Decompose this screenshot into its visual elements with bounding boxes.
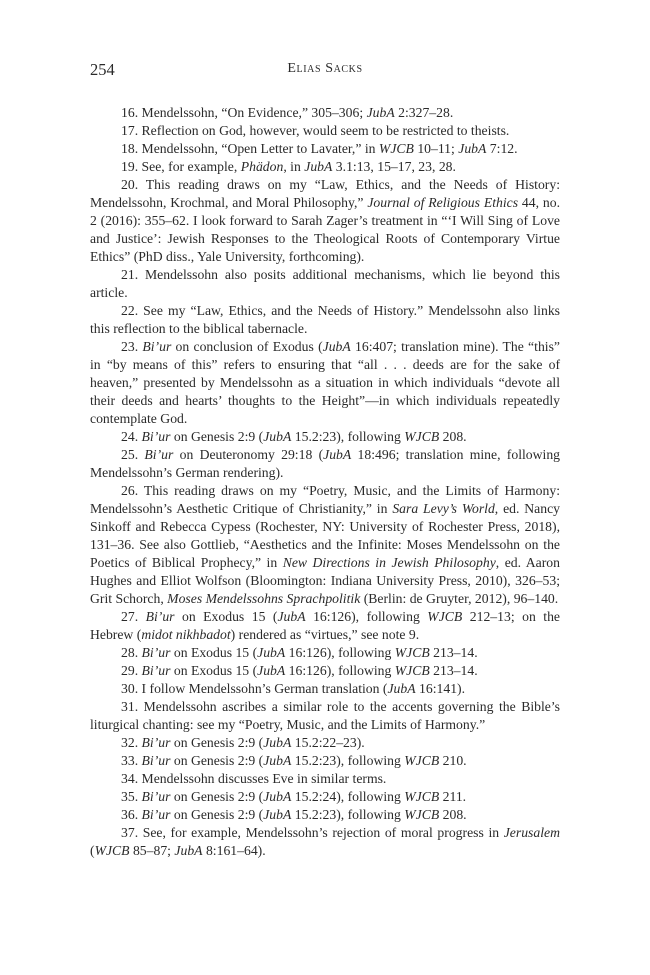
note-text: 18. Mendelssohn, “Open Letter to Lavater,” in	[121, 141, 379, 156]
note-text: 26. This reading draws on my “Poetry, Music, and the Limits of Harmony: Mendelssohn’s Aesthetic Critique of Christianity,” in	[90, 483, 560, 516]
endnote-37	[90, 824, 560, 860]
note-text: on Genesis 2:9 (	[170, 735, 264, 750]
italic-text: Bi’ur	[142, 339, 172, 354]
italic-text: midot nikhbadot	[141, 627, 231, 642]
endnote-30	[90, 680, 560, 698]
note-text: 20. This reading draws on my “Law, Ethics, and the Needs of History: Mendelssohn, Krochmal, and Moral Philosophy,”	[90, 177, 560, 210]
italic-text: WJCB	[404, 753, 440, 768]
italic-text: Bi’ur	[141, 807, 171, 822]
note-text: 16:126), following	[285, 645, 395, 660]
italic-text: WJCB	[378, 141, 414, 156]
endnote-29	[90, 662, 560, 680]
endnote-24	[90, 428, 560, 446]
note-text: , ed. Nancy Sinkoff and Rebecca Cypess (Rochester, NY: University of Rochester Press, 2018), 131–36. See also Gottlieb, “Aesthetics and the Infinite: Moses Mendelssohn on the Poetics of Biblical Prophecy,” in	[90, 501, 560, 570]
running-head: Elias Sacks	[287, 61, 363, 76]
italic-text: Bi’ur	[141, 429, 171, 444]
italic-text: JubA	[257, 663, 286, 678]
note-text: 15.2:22–23).	[291, 735, 365, 750]
note-text: 15.2:23), following	[291, 753, 405, 768]
note-text: on Exodus 15 (	[174, 609, 278, 624]
endnote-27	[90, 608, 560, 644]
italic-text: JubA	[304, 159, 333, 174]
note-text: 22. See my “Law, Ethics, and the Needs of History.” Mendelssohn also links this reflection to the biblical tabernacle.	[90, 303, 560, 336]
note-text: on Genesis 2:9 (	[170, 789, 264, 804]
endnote-18	[90, 140, 560, 158]
note-text: 85–87;	[129, 843, 175, 858]
note-text: 27.	[121, 609, 146, 624]
note-text: (Berlin: de Gruyter, 2012), 96–140.	[360, 591, 559, 606]
italic-text: JubA	[323, 447, 352, 462]
page-header	[90, 60, 560, 84]
note-text: 15.2:23), following	[291, 807, 405, 822]
note-text: 208.	[439, 807, 467, 822]
endnotes-list	[90, 104, 560, 860]
note-text: , ed. Aaron Hughes and Elliot Wolfson (Bloomington: Indiana University Press, 2010), 326–53; Grit Schorch,	[90, 555, 560, 606]
note-text: (	[90, 843, 95, 858]
note-text: on Genesis 2:9 (	[170, 429, 264, 444]
endnote-21	[90, 266, 560, 302]
italic-text: JubA	[263, 807, 292, 822]
italic-text: WJCB	[394, 663, 430, 678]
note-text: 34. Mendelssohn discusses Eve in similar terms.	[121, 771, 387, 786]
italic-text: New Directions in Jewish Philosophy	[282, 555, 496, 570]
italic-text: JubA	[174, 843, 203, 858]
note-text: , in	[283, 159, 305, 174]
italic-text: Bi’ur	[141, 663, 171, 678]
note-text: 35.	[121, 789, 142, 804]
note-text: 16:126), following	[285, 663, 395, 678]
note-text: 28.	[121, 645, 142, 660]
note-text: on Exodus 15 (	[170, 663, 258, 678]
note-text: 213–14.	[429, 645, 478, 660]
note-text: 30. I follow Mendelssohn’s German translation (	[121, 681, 388, 696]
note-text: ) rendered as “virtues,” see note 9.	[230, 627, 420, 642]
note-text: 8:161–64).	[202, 843, 266, 858]
note-text: 7:12.	[486, 141, 518, 156]
endnote-33	[90, 752, 560, 770]
note-text: 211.	[439, 789, 467, 804]
note-text: 15.2:23), following	[291, 429, 405, 444]
italic-text: JubA	[387, 681, 416, 696]
italic-text: WJCB	[404, 429, 440, 444]
italic-text: JubA	[263, 429, 292, 444]
note-text: 2:327–28.	[394, 105, 454, 120]
italic-text: Sara Levy’s World	[392, 501, 495, 516]
endnote-23	[90, 338, 560, 428]
italic-text: JubA	[263, 789, 292, 804]
endnote-28	[90, 644, 560, 662]
note-text: 15.2:24), following	[291, 789, 405, 804]
italic-text: Phädon	[240, 159, 284, 174]
note-text: 36.	[121, 807, 142, 822]
page-number: 254	[90, 60, 115, 79]
note-text: on conclusion of Exodus (	[171, 339, 323, 354]
note-text: 213–14.	[429, 663, 478, 678]
note-text: 31. Mendelssohn ascribes a similar role to the accents governing the Bible’s liturgical chanting: see my “Poetry, Music, and the Limits of Harmony.”	[90, 699, 560, 732]
note-text: 44, no. 2 (2016): 355–62. I look forward to Sarah Zager’s treatment in “‘I Will Sing of Love and Justice’: Jewish Responses to the Theological Roots of Contemporary Virtue Ethics” (PhD diss., Yale University, forthcoming).	[90, 195, 560, 264]
endnote-20	[90, 176, 560, 266]
endnote-31	[90, 698, 560, 734]
note-text: 210.	[439, 753, 467, 768]
note-text: 21. Mendelssohn also posits additional mechanisms, which lie beyond this article.	[90, 267, 560, 300]
italic-text: JubA	[322, 339, 351, 354]
note-text: 19. See, for example,	[121, 159, 241, 174]
endnote-25	[90, 446, 560, 482]
note-text: on Genesis 2:9 (	[170, 753, 264, 768]
note-text: 18:496; translation mine, following Mendelssohn’s German rendering).	[90, 447, 561, 480]
endnote-26	[90, 482, 560, 608]
note-text: on Genesis 2:9 (	[170, 807, 264, 822]
italic-text: JubA	[277, 609, 306, 624]
italic-text: WJCB	[394, 645, 430, 660]
italic-text: Bi’ur	[141, 753, 171, 768]
italic-text: Journal of Religious Ethics	[367, 195, 519, 210]
note-text: on Deuteronomy 29:18 (	[173, 447, 324, 462]
endnote-36	[90, 806, 560, 824]
endnote-16	[90, 104, 560, 122]
italic-text: Bi’ur	[145, 609, 175, 624]
note-text: on Exodus 15 (	[170, 645, 258, 660]
note-text: 25.	[121, 447, 145, 462]
italic-text: Bi’ur	[141, 645, 171, 660]
italic-text: Bi’ur	[144, 447, 174, 462]
note-text: 10–11;	[413, 141, 459, 156]
italic-text: Moses Mendelssohns Sprachpolitik	[167, 591, 361, 606]
note-text: 16:126), following	[305, 609, 428, 624]
note-text: 23.	[121, 339, 143, 354]
note-text: 24.	[121, 429, 142, 444]
note-text: 3.1:13, 15–17, 23, 28.	[332, 159, 456, 174]
italic-text: JubA	[263, 753, 292, 768]
endnote-22	[90, 302, 560, 338]
italic-text: WJCB	[404, 789, 440, 804]
note-text: 17. Reflection on God, however, would seem to be restricted to theists.	[121, 123, 510, 138]
note-text: 16. Mendelssohn, “On Evidence,” 305–306;	[121, 105, 367, 120]
italic-text: WJCB	[94, 843, 130, 858]
endnote-17	[90, 122, 560, 140]
italic-text: WJCB	[427, 609, 463, 624]
note-text: 32.	[121, 735, 142, 750]
endnote-32	[90, 734, 560, 752]
endnote-34	[90, 770, 560, 788]
italic-text: JubA	[257, 645, 286, 660]
italic-text: JubA	[263, 735, 292, 750]
italic-text: Bi’ur	[141, 735, 171, 750]
italic-text: JubA	[458, 141, 487, 156]
italic-text: JubA	[366, 105, 395, 120]
note-text: 33.	[121, 753, 142, 768]
italic-text: Jerusalem	[503, 825, 560, 840]
note-text: 16:141).	[415, 681, 466, 696]
note-text: 37. See, for example, Mendelssohn’s rejection of moral progress in	[121, 825, 504, 840]
italic-text: WJCB	[404, 807, 440, 822]
endnote-35	[90, 788, 560, 806]
note-text: 16:407; translation mine). The “this” in “by means of this” refers to ensuring that “all . . . deeds are for the sake of heaven,” presented by Mendelssohn as a situation in which individuals “devote all their deeds and hearts’ thoughts to the Height”—in which individuals repeatedly contemplate God.	[90, 339, 560, 426]
note-text: 212–13; on the Hebrew (	[90, 609, 561, 642]
italic-text: Bi’ur	[141, 789, 171, 804]
note-text: 208.	[439, 429, 467, 444]
note-text: 29.	[121, 663, 142, 678]
endnote-19	[90, 158, 560, 176]
